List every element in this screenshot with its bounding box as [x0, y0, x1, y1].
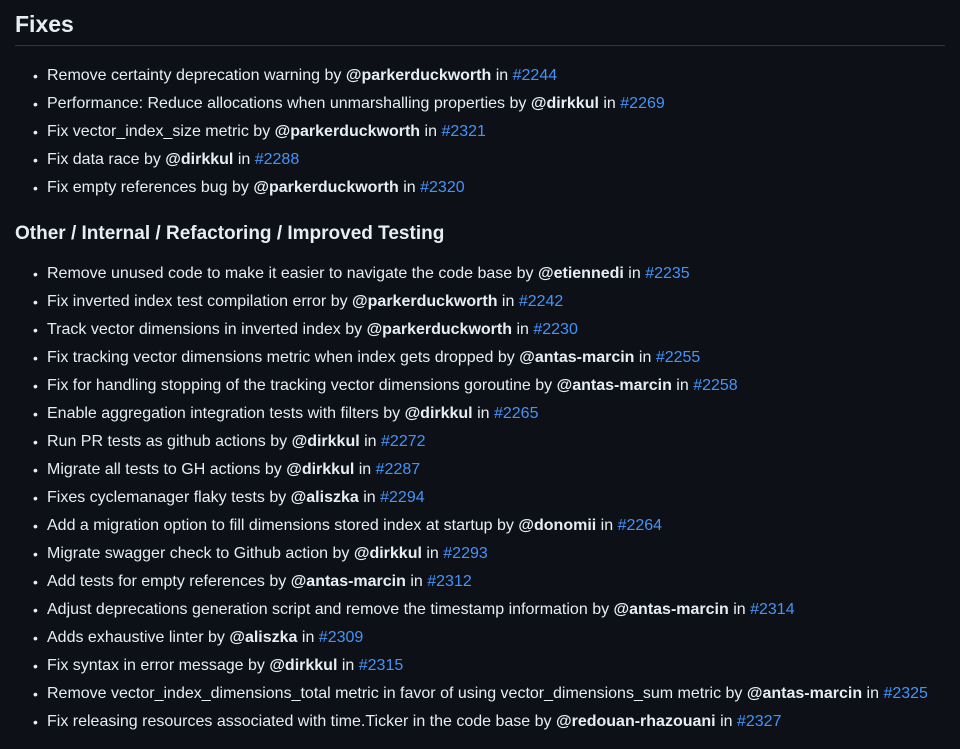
in-connector: in	[363, 489, 376, 506]
fixes-list	[15, 62, 945, 202]
author-mention-link[interactable]: @parkerduckworth	[352, 293, 498, 310]
section-heading-fixes: Fixes	[15, 0, 945, 46]
by-connector: by	[253, 123, 271, 140]
change-description: Enable aggregation integration tests with filters	[47, 405, 379, 422]
pull-request-link[interactable]: #2315	[358, 657, 404, 674]
bullet-icon: •	[33, 686, 38, 702]
in-connector: in	[603, 95, 616, 112]
by-connector: by	[269, 489, 287, 506]
author-mention-link[interactable]: @dirkkul	[404, 405, 473, 422]
by-connector: by	[534, 713, 552, 730]
list-item	[15, 118, 945, 146]
change-description: Performance: Reduce allocations when unmarshalling properties	[47, 95, 506, 112]
author-mention-link[interactable]: @parkerduckworth	[366, 321, 512, 338]
by-connector: by	[324, 67, 342, 84]
author-mention-link[interactable]: @dirkkul	[530, 95, 599, 112]
change-description: Fix syntax in error message	[47, 657, 244, 674]
in-connector: in	[341, 657, 355, 674]
change-description: Fixes cyclemanager flaky tests	[47, 489, 265, 506]
pull-request-link[interactable]: #2242	[518, 293, 564, 310]
by-connector: by	[207, 629, 225, 646]
change-description: Remove certainty deprecation warning	[47, 67, 321, 84]
change-description: Add tests for empty references	[47, 573, 265, 590]
change-description: Track vector dimensions in inverted index	[47, 321, 341, 338]
change-description: Migrate all tests to GH actions	[47, 461, 261, 478]
pull-request-link[interactable]: #2265	[493, 405, 539, 422]
list-item	[15, 288, 945, 316]
in-connector: in	[477, 405, 490, 422]
list-item	[15, 260, 945, 288]
by-connector: by	[497, 517, 514, 534]
list-item	[15, 174, 945, 202]
in-connector: in	[426, 545, 439, 562]
in-connector: in	[501, 293, 515, 310]
bullet-icon: •	[33, 152, 38, 168]
author-mention-link[interactable]: @dirkkul	[286, 461, 355, 478]
in-connector: in	[495, 67, 509, 84]
in-connector: in	[676, 377, 689, 394]
pull-request-link[interactable]: #2287	[375, 461, 421, 478]
list-item	[15, 344, 945, 372]
pull-request-link[interactable]: #2230	[533, 321, 578, 338]
pull-request-link[interactable]: #2288	[254, 151, 300, 168]
pull-request-link[interactable]: #2325	[883, 685, 928, 702]
in-connector: in	[364, 433, 377, 450]
in-connector: in	[237, 151, 251, 168]
by-connector: by	[247, 657, 265, 674]
list-item	[15, 316, 945, 344]
author-mention-link[interactable]: @aliszka	[229, 629, 298, 646]
author-mention-link[interactable]: @aliszka	[290, 489, 359, 506]
change-description: Fix releasing resources associated with time.Ticker in the code base	[47, 713, 531, 730]
in-connector: in	[516, 321, 529, 338]
change-description: Fix empty references bug	[47, 179, 228, 196]
author-mention-link[interactable]: @parkerduckworth	[253, 179, 399, 196]
bullet-icon: •	[33, 124, 38, 140]
bullet-icon: •	[33, 630, 38, 646]
author-mention-link[interactable]: @antas-marcin	[613, 601, 729, 618]
list-item	[15, 90, 945, 118]
change-description: Fix inverted index test compilation error	[47, 293, 327, 310]
change-description: Run PR tests as github actions	[47, 433, 266, 450]
in-connector: in	[600, 517, 614, 534]
in-connector: in	[866, 685, 879, 702]
bullet-icon: •	[33, 322, 38, 338]
in-connector: in	[628, 265, 641, 282]
pull-request-link[interactable]: #2272	[381, 433, 426, 450]
list-item	[15, 456, 945, 484]
bullet-icon: •	[33, 462, 38, 478]
change-description: Fix vector_index_size metric	[47, 123, 249, 140]
change-description: Fix for handling stopping of the tracking vector dimensions goroutine	[47, 377, 531, 394]
bullet-icon: •	[33, 434, 38, 450]
pull-request-link[interactable]: #2314	[750, 601, 795, 618]
by-connector: by	[516, 265, 534, 282]
author-mention-link[interactable]: @dirkkul	[353, 545, 422, 562]
change-description: Migrate swagger check to Github action	[47, 545, 329, 562]
bullet-icon: •	[33, 490, 38, 506]
in-connector: in	[403, 179, 416, 196]
in-connector: in	[424, 123, 437, 140]
bullet-icon: •	[33, 546, 38, 562]
bullet-icon: •	[33, 714, 38, 730]
bullet-icon: •	[33, 180, 38, 196]
author-mention-link[interactable]: @etiennedi	[538, 265, 624, 282]
pull-request-link[interactable]: #2321	[441, 123, 486, 140]
author-mention-link[interactable]: @antas-marcin	[290, 573, 406, 590]
in-connector: in	[638, 349, 652, 366]
list-item	[15, 596, 945, 624]
list-item	[15, 484, 945, 512]
author-mention-link[interactable]: @dirkkul	[269, 657, 338, 674]
author-mention-link[interactable]: @dirkkul	[165, 151, 234, 168]
section-heading-other: Other / Internal / Refactoring / Improved Testing	[15, 223, 445, 244]
pull-request-link[interactable]: #2320	[420, 179, 465, 196]
pull-request-link[interactable]: #2309	[318, 629, 364, 646]
change-description: Remove vector_index_dimensions_total metric in favor of using vector_dimensions_sum metric	[47, 685, 722, 702]
in-connector: in	[720, 713, 733, 730]
by-connector: by	[497, 349, 515, 366]
bullet-icon: •	[33, 378, 38, 394]
change-description: Fix tracking vector dimensions metric when index gets dropped	[47, 349, 494, 366]
by-connector: by	[332, 545, 350, 562]
pull-request-link[interactable]: #2235	[645, 265, 690, 282]
bullet-icon: •	[33, 350, 38, 366]
bullet-icon: •	[33, 602, 38, 618]
by-connector: by	[345, 321, 363, 338]
by-connector: by	[509, 95, 527, 112]
list-item	[15, 568, 945, 596]
list-item	[15, 372, 945, 400]
by-connector: by	[592, 601, 610, 618]
pull-request-link[interactable]: #2258	[693, 377, 738, 394]
pull-request-link[interactable]: #2293	[443, 545, 488, 562]
pull-request-link[interactable]: #2294	[380, 489, 425, 506]
list-item	[15, 708, 945, 736]
author-mention-link[interactable]: @redouan-rhazouani	[556, 713, 716, 730]
in-connector: in	[358, 461, 372, 478]
list-item	[15, 62, 945, 90]
by-connector: by	[535, 377, 553, 394]
author-mention-link[interactable]: @antas-marcin	[519, 349, 635, 366]
list-item	[15, 652, 945, 680]
bullet-icon: •	[33, 406, 38, 422]
bullet-icon: •	[33, 266, 38, 282]
by-connector: by	[383, 405, 401, 422]
list-item	[15, 428, 945, 456]
by-connector: by	[264, 461, 282, 478]
bullet-icon: •	[33, 574, 38, 590]
by-connector: by	[270, 433, 288, 450]
list-item	[15, 624, 945, 652]
author-mention-link[interactable]: @antas-marcin	[556, 377, 672, 394]
author-mention-link[interactable]: @dirkkul	[291, 433, 360, 450]
bullet-icon: •	[33, 518, 38, 534]
in-connector: in	[733, 601, 746, 618]
pull-request-link[interactable]: #2312	[427, 573, 472, 590]
change-description: Adds exhaustive linter	[47, 629, 204, 646]
list-item	[15, 400, 945, 428]
other-list	[15, 260, 945, 736]
change-description: Fix data race	[47, 151, 140, 168]
by-connector: by	[231, 179, 249, 196]
pull-request-link[interactable]: #2255	[655, 349, 701, 366]
list-item	[15, 680, 945, 708]
in-connector: in	[410, 573, 423, 590]
author-mention-link[interactable]: @donomii	[518, 517, 597, 534]
pull-request-link[interactable]: #2244	[512, 67, 558, 84]
in-connector: in	[301, 629, 315, 646]
bullet-icon: •	[33, 96, 38, 112]
author-mention-link[interactable]: @parkerduckworth	[345, 67, 492, 84]
by-connector: by	[143, 151, 161, 168]
bullet-icon: •	[33, 658, 38, 674]
pull-request-link[interactable]: #2264	[617, 517, 663, 534]
change-description: Adjust deprecations generation script and remove the timestamp information	[47, 601, 588, 618]
bullet-icon: •	[33, 294, 38, 310]
by-connector: by	[725, 685, 743, 702]
list-item	[15, 512, 945, 540]
change-description: Remove unused code to make it easier to navigate the code base	[47, 265, 513, 282]
list-item	[15, 540, 945, 568]
bullet-icon: •	[33, 68, 38, 84]
pull-request-link[interactable]: #2269	[620, 95, 665, 112]
list-item	[15, 146, 945, 174]
by-connector: by	[330, 293, 348, 310]
author-mention-link[interactable]: @antas-marcin	[746, 685, 863, 702]
change-description: Add a migration option to fill dimensions stored index at startup	[47, 517, 493, 534]
pull-request-link[interactable]: #2327	[736, 713, 782, 730]
by-connector: by	[269, 573, 287, 590]
author-mention-link[interactable]: @parkerduckworth	[274, 123, 421, 140]
